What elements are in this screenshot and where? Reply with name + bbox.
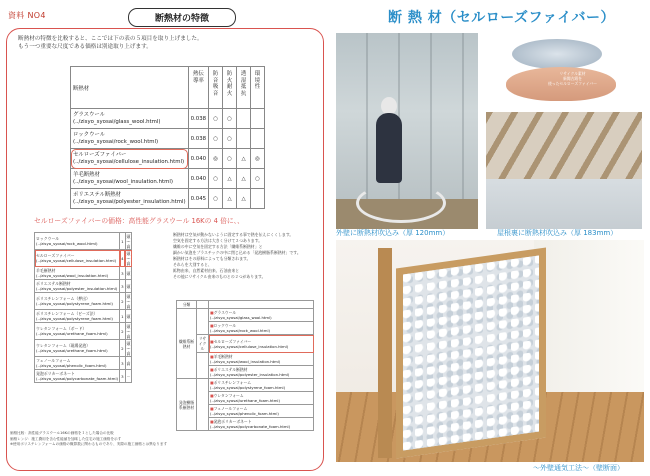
text-line: 鉱物由来、自然素材由来、石油由来と	[173, 268, 240, 273]
table-row	[177, 353, 314, 366]
item-name: ポリエステル断熱材	[213, 367, 248, 372]
note-line: 価格比較：高性能グラスウール16Kの価格を１とした場合の比較	[10, 431, 114, 435]
material-link[interactable]: (../zisyo_syosai/wool_insulation.html)	[73, 178, 173, 185]
price-ratio: 1	[120, 310, 125, 323]
material-cell[interactable]	[71, 189, 189, 209]
price-ratio: 3	[120, 267, 125, 280]
text-line: 空気を固定する方法は大きく分けて２つあります。	[173, 238, 263, 243]
price-material[interactable]: セルローズファイバー (../zisyo_syosai/cellulose_insulation.html)	[35, 250, 120, 267]
material-link[interactable]: (../zisyo_syosai/polyester_insulation.html)	[73, 198, 186, 205]
item-link[interactable]: (../zisyo_syosai/polyester_insulation.html)	[210, 372, 290, 377]
text-line: 細かい気泡をプラスチックの中に閉じ込める「発泡樹脂系断熱材」です。	[173, 250, 301, 255]
price-material[interactable]: ウレタンフォーム（現場発泡）(../zisyo_syosai/urethane_foam.html)	[35, 340, 120, 357]
rating-cell	[251, 129, 265, 149]
item-name: 羊毛断熱材	[213, 354, 233, 359]
rating-cell: ○	[209, 169, 223, 189]
table-row	[71, 129, 265, 149]
text-line: 断熱材はその原料によっても分類されます。	[173, 256, 251, 261]
price-material[interactable]: フェノールフォーム (../zisyo_syosai/phenolic_foam.html)	[35, 357, 120, 370]
price-range: 頭～高	[126, 323, 131, 339]
rating-cell: ◎	[209, 149, 223, 169]
price-notes	[10, 431, 170, 448]
classification-text	[173, 232, 323, 280]
rating-cell: ○	[209, 109, 223, 129]
item-name: ポリスチレンフォーム	[213, 380, 252, 385]
rating-cell: ○	[223, 109, 237, 129]
table-row	[35, 310, 132, 323]
item-name: セルローズファイバー	[213, 338, 252, 344]
empty-cell	[197, 309, 209, 335]
feature-section-title: 断熱材の特徴	[128, 8, 236, 27]
item-name: フェノールフォーム	[213, 406, 248, 411]
table-row	[35, 233, 132, 250]
item-link[interactable]: (../zisyo_syosai/rock_wool.html)	[210, 328, 270, 333]
table-row-highlighted	[35, 250, 132, 267]
page-title: 断 熱 材（セルローズファイバー）	[388, 10, 615, 26]
price-range: 頭	[125, 280, 132, 293]
column-header: 熱伝導率	[188, 67, 208, 109]
item-link[interactable]: (../zisyo_syosai/cellulose_insulation.html)	[210, 343, 289, 349]
rating-cell: ○	[223, 129, 237, 149]
table-row-highlighted	[71, 149, 265, 169]
worker-figure	[376, 113, 402, 183]
empty-cell	[209, 301, 314, 309]
price-range: 頭	[125, 267, 132, 280]
price-ratio: 3	[120, 370, 125, 383]
table-row	[177, 379, 314, 392]
intro-text	[18, 35, 318, 51]
price-material[interactable]: ポリスチレンフォーム（ビーズ法）(../zisyo_syosai/polystyrene_foam.html)	[35, 310, 120, 323]
item-link[interactable]: (../zisyo_syosai/polycarbonate_foam.html)	[210, 424, 291, 429]
table-row	[177, 335, 314, 353]
material-name: ポリエステル断熱材	[73, 191, 122, 198]
note-line: ※使用ポリスチレンフォームの価格の概算数に関わるものであり、実際の施工価格とは異なります	[10, 442, 168, 446]
bullet-icon: ■	[210, 367, 214, 372]
price-ratio: 2	[120, 293, 125, 310]
bullet-icon: ■	[210, 393, 214, 398]
class-item[interactable]	[209, 418, 314, 431]
class-header: 分類	[177, 301, 197, 309]
document-number: 資料 NO4	[8, 11, 46, 20]
column-header: 断熱材	[71, 67, 189, 109]
item-link[interactable]: (../zisyo_syosai/glass_wool.html)	[210, 315, 272, 320]
price-material[interactable]: ロックウール (../zisyo_syosai/rock_wool.html)	[35, 233, 120, 250]
price-ratio: 3	[120, 280, 125, 293]
price-range: 高	[125, 357, 132, 370]
rating-cell: ○	[223, 149, 237, 169]
material-cell[interactable]	[71, 149, 189, 169]
item-link[interactable]: (../zisyo_syosai/phenolic_foam.html)	[210, 411, 279, 416]
rating-cell: ○	[251, 169, 265, 189]
text-line: その他にリサイクル由来のものとの２つがあります。	[173, 274, 266, 279]
text-line: それらを大別すると、	[173, 262, 212, 267]
price-range: 頭～高	[126, 293, 131, 309]
rating-cell	[237, 109, 251, 129]
price-range: 頭～高	[126, 250, 131, 266]
table-row	[177, 309, 314, 322]
wall-photo-caption: 外壁に断熱材吹込み（厚 120mm）	[336, 229, 450, 237]
bullet-icon: ■	[210, 310, 214, 315]
price-ratio: 1	[120, 233, 125, 250]
item-name: ロックウール	[213, 323, 237, 328]
bullet-icon: ■	[210, 380, 214, 385]
class-item-highlighted[interactable]	[209, 335, 314, 353]
rating-cell	[237, 129, 251, 149]
attic-blowing-photo	[486, 112, 642, 229]
text-line: 繊維の中に空気を固定する方法「繊維系断熱材」と	[173, 244, 263, 249]
group-foam: 発泡樹脂系断熱材	[177, 379, 197, 431]
recycled-label: リサイクル	[197, 335, 209, 353]
column-header: 防音吸音	[209, 67, 223, 109]
section-photo-caption: ～外壁通気工法～（壁断面）	[533, 464, 624, 472]
rating-cell: △	[237, 169, 251, 189]
conductivity-cell: 0.045	[188, 189, 208, 209]
bullet-icon: ■	[210, 338, 214, 344]
class-item[interactable]	[209, 322, 314, 335]
class-item[interactable]	[209, 405, 314, 418]
material-link[interactable]: (../zisyo_syosai/glass_wool.html)	[73, 118, 161, 125]
rating-cell: ◎	[251, 149, 265, 169]
table-row	[35, 280, 132, 293]
price-material[interactable]: 発泡ポリカーボネート (../zisyo_syosai/polycarbonate_foam.html)	[36, 371, 119, 381]
table-row	[71, 189, 265, 209]
empty-cell	[197, 379, 209, 431]
intro-line: 断熱材の特徴を比較すると、ここでは下の表の５項目を取り上げました。	[18, 36, 203, 42]
bullet-icon: ■	[210, 419, 214, 424]
price-ratio: 4	[120, 250, 125, 267]
cellulose-fill	[403, 255, 539, 450]
material-cell[interactable]	[71, 169, 189, 189]
rating-cell: ○	[209, 129, 223, 149]
price-heading: セルローズファイバーの価格：高性能グラスウール 16Kの 4 倍に、、	[34, 217, 244, 225]
price-ratio: 3	[120, 357, 125, 370]
rating-cell: △	[237, 189, 251, 209]
item-link[interactable]: (../zisyo_syosai/urethane_foam.html)	[210, 398, 280, 403]
table-row	[35, 293, 132, 310]
price-table	[34, 232, 132, 383]
rating-cell: △	[223, 169, 237, 189]
group-fibre: 繊維系断熱材	[177, 309, 197, 379]
column-header: 防火耐火	[223, 67, 237, 109]
empty-cell	[197, 301, 209, 309]
conductivity-cell: 0.040	[188, 169, 208, 189]
item-name: グラスウール	[213, 310, 237, 315]
price-material[interactable]: 羊毛断熱材 (../zisyo_syosai/wool_insulation.html)	[35, 267, 120, 280]
item-link[interactable]: (../zisyo_syosai/polystyrene_foam.html)	[210, 385, 286, 390]
wall-blowing-photo	[336, 33, 478, 229]
item-name: ウレタンフォーム	[213, 393, 244, 398]
table-row	[71, 169, 265, 189]
table-row	[35, 267, 132, 280]
class-item[interactable]	[209, 392, 314, 405]
price-range: －	[125, 370, 132, 383]
conductivity-cell: 0.038	[188, 109, 208, 129]
hose	[356, 183, 446, 223]
conductivity-cell: 0.038	[188, 129, 208, 149]
material-name: ロックウール	[73, 131, 106, 138]
rating-cell: ○	[209, 189, 223, 209]
wall-section-photo	[336, 240, 644, 462]
price-range: 頭～高	[126, 340, 131, 356]
table-row	[35, 370, 132, 383]
price-ratio: 2	[120, 340, 125, 357]
recycled-tag: リサイクル素材 新聞古紙を 使ったセルローズファイバー	[548, 71, 598, 86]
price-range: 頭	[125, 310, 132, 323]
price-ratio: 2	[120, 323, 125, 340]
note-line: 価格レンジ：施工費用を含む性能値を加味した住宅の施工価格を示す	[10, 436, 122, 441]
text-line: 断熱材は空気が動かないように固定する事で熱を伝えにくくします。	[173, 232, 294, 237]
class-item[interactable]	[209, 379, 314, 392]
conductivity-cell: 0.040	[188, 149, 208, 169]
intro-line: もう一つ重要な尺度である価格は別途取り上げます。	[18, 44, 152, 50]
attic-photo-caption: 屋根裏に断熱材吹込み（厚 183mm）	[497, 229, 618, 237]
class-item[interactable]	[209, 353, 314, 366]
material-cell[interactable]	[71, 109, 189, 129]
column-header: 環境性	[251, 67, 265, 109]
table-row	[71, 109, 265, 129]
bullet-icon: ■	[210, 406, 214, 411]
attic-insulation	[486, 179, 642, 229]
empty-cell	[197, 353, 209, 379]
table-row	[35, 357, 132, 370]
item-name: 発泡ポリカーボネート	[213, 419, 252, 424]
feature-comparison-table	[70, 66, 265, 209]
rating-cell	[251, 189, 265, 209]
price-material[interactable]: ウレタンフォーム（ボード）(../zisyo_syosai/urethane_foam.html)	[35, 323, 120, 340]
material-name: 羊毛断熱材	[73, 171, 100, 178]
classification-table	[176, 300, 314, 431]
rating-cell: △	[237, 149, 251, 169]
item-link[interactable]: (../zisyo_syosai/wool_insulation.html)	[210, 359, 281, 364]
material-name: セルローズファイバー	[73, 151, 127, 158]
material-link[interactable]: (../zisyo_syosai/rock_wool.html)	[73, 138, 159, 145]
table-header-row	[177, 301, 314, 309]
class-item[interactable]	[209, 366, 314, 379]
wall-section-box	[396, 247, 546, 458]
rating-cell	[251, 109, 265, 129]
material-name: グラスウール	[73, 111, 106, 118]
timber-post	[378, 248, 392, 458]
price-range: 頭～高	[126, 233, 131, 249]
table-row	[35, 323, 132, 340]
class-item[interactable]	[209, 309, 314, 322]
column-header: 透湿抵抗	[237, 67, 251, 109]
cellulose-fibre	[512, 39, 602, 69]
bullet-icon: ■	[210, 354, 214, 359]
material-cell[interactable]	[71, 129, 189, 149]
rating-cell: △	[223, 189, 237, 209]
table-row	[35, 340, 132, 357]
cellulose-in-hands-photo	[486, 33, 642, 105]
price-material[interactable]: ポリエステル断熱材 (../zisyo_syosai/polyester_insulation.html)	[35, 280, 120, 293]
price-material[interactable]: ポリスチレンフォーム（押出）(../zisyo_syosai/polystyrene_foam.html)	[35, 293, 120, 310]
material-link[interactable]: (../zisyo_syosai/cellulose_insulation.html)	[73, 158, 185, 165]
bullet-icon: ■	[210, 323, 214, 328]
